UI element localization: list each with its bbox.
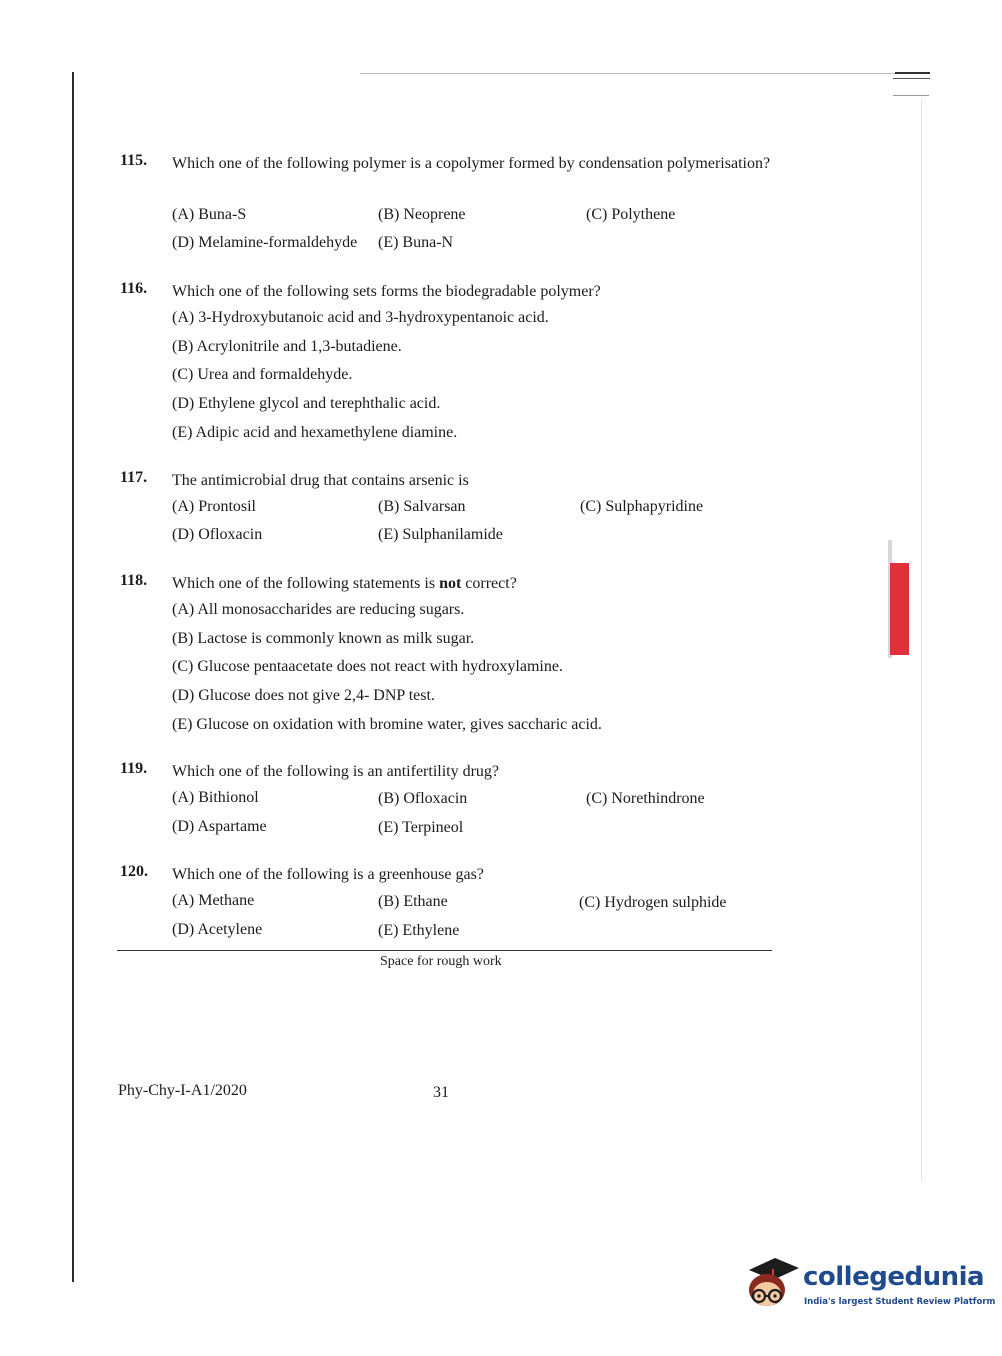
question-text: The antimicrobial drug that contains arsenic is (172, 472, 469, 489)
question-number: 118. (120, 572, 148, 589)
paper-code: Phy-Chy-I-A1/2020 (118, 1082, 247, 1099)
question-text-emphasis: not (439, 575, 462, 592)
scan-edge-right (921, 100, 922, 1180)
option-d: (D) Aspartame (172, 818, 267, 835)
rough-work-divider (117, 950, 772, 951)
question-text: Which one of the following is an antifertility drug? (172, 763, 500, 780)
option-e: (E) Sulphanilamide (378, 526, 503, 543)
question-number: 119. (120, 760, 148, 777)
option-a: (A) Prontosil (172, 498, 256, 515)
corner-mark (893, 78, 930, 79)
scan-edge-left (72, 72, 74, 1282)
brand-tagline: India's largest Student Review Platform (804, 1297, 996, 1307)
option-c: (C) Sulphapyridine (580, 498, 704, 515)
option-d: (D) Melamine-formaldehyde (172, 234, 358, 251)
option-c: (C) Norethindrone (586, 790, 705, 807)
option-d: (D) Glucose does not give 2,4- DNP test. (172, 687, 435, 704)
option-b: (B) Acrylonitrile and 1,3-butadiene. (172, 338, 402, 355)
option-e: (E) Adipic acid and hexamethylene diamine. (172, 424, 458, 441)
option-d: (D) Ofloxacin (172, 526, 263, 543)
option-c: (C) Polythene (586, 206, 676, 223)
question-text: Which one of the following polymer is a copolymer formed by condensation polymerisation? (172, 155, 771, 172)
page-number: 31 (433, 1084, 449, 1101)
option-b: (B) Lactose is commonly known as milk sugar. (172, 630, 475, 647)
option-c: (C) Glucose pentaacetate does not react with hydroxylamine. (172, 658, 563, 675)
question-text (172, 572, 772, 596)
question-text-end: correct? (461, 575, 517, 592)
scan-edge-top (360, 73, 930, 74)
option-b: (B) Ofloxacin (378, 790, 468, 807)
option-a: (A) Buna-S (172, 206, 247, 223)
question-text: Which one of the following is a greenhouse gas? (172, 866, 484, 883)
option-b: (B) Salvarsan (378, 498, 466, 515)
option-a: (A) 3-Hydroxybutanoic acid and 3-hydroxypentanoic acid. (172, 309, 549, 326)
question-number: 117. (120, 469, 148, 486)
option-c: (C) Urea and formaldehyde. (172, 366, 353, 383)
question-number: 120. (120, 863, 148, 880)
red-page-tab (890, 563, 909, 655)
rough-work-label: Space for rough work (380, 954, 502, 969)
option-d: (D) Ethylene glycol and terephthalic acid. (172, 395, 441, 412)
option-e: (E) Terpineol (378, 819, 464, 836)
option-b: (B) Ethane (378, 893, 448, 910)
option-d: (D) Acetylene (172, 921, 263, 938)
corner-mark (893, 95, 929, 96)
option-a: (A) All monosaccharides are reducing sugars. (172, 601, 465, 618)
corner-mark (895, 72, 930, 74)
brand-name: collegedunia (803, 1262, 985, 1292)
question-text: Which one of the following sets forms the biodegradable polymer? (172, 283, 601, 300)
question-number: 115. (120, 152, 148, 169)
collegedunia-logo (745, 1252, 996, 1314)
option-e: (E) Buna-N (378, 234, 454, 251)
option-b: (B) Neoprene (378, 206, 466, 223)
student-mascot-icon (745, 1252, 801, 1312)
option-c: (C) Hydrogen sulphide (579, 894, 727, 911)
question-number: 116. (120, 280, 148, 297)
option-a: (A) Bithionol (172, 789, 259, 806)
option-e: (E) Ethylene (378, 922, 460, 939)
option-e: (E) Glucose on oxidation with bromine water, gives saccharic acid. (172, 716, 602, 733)
option-a: (A) Methane (172, 892, 255, 909)
question-text-start: Which one of the following statements is (172, 575, 440, 592)
